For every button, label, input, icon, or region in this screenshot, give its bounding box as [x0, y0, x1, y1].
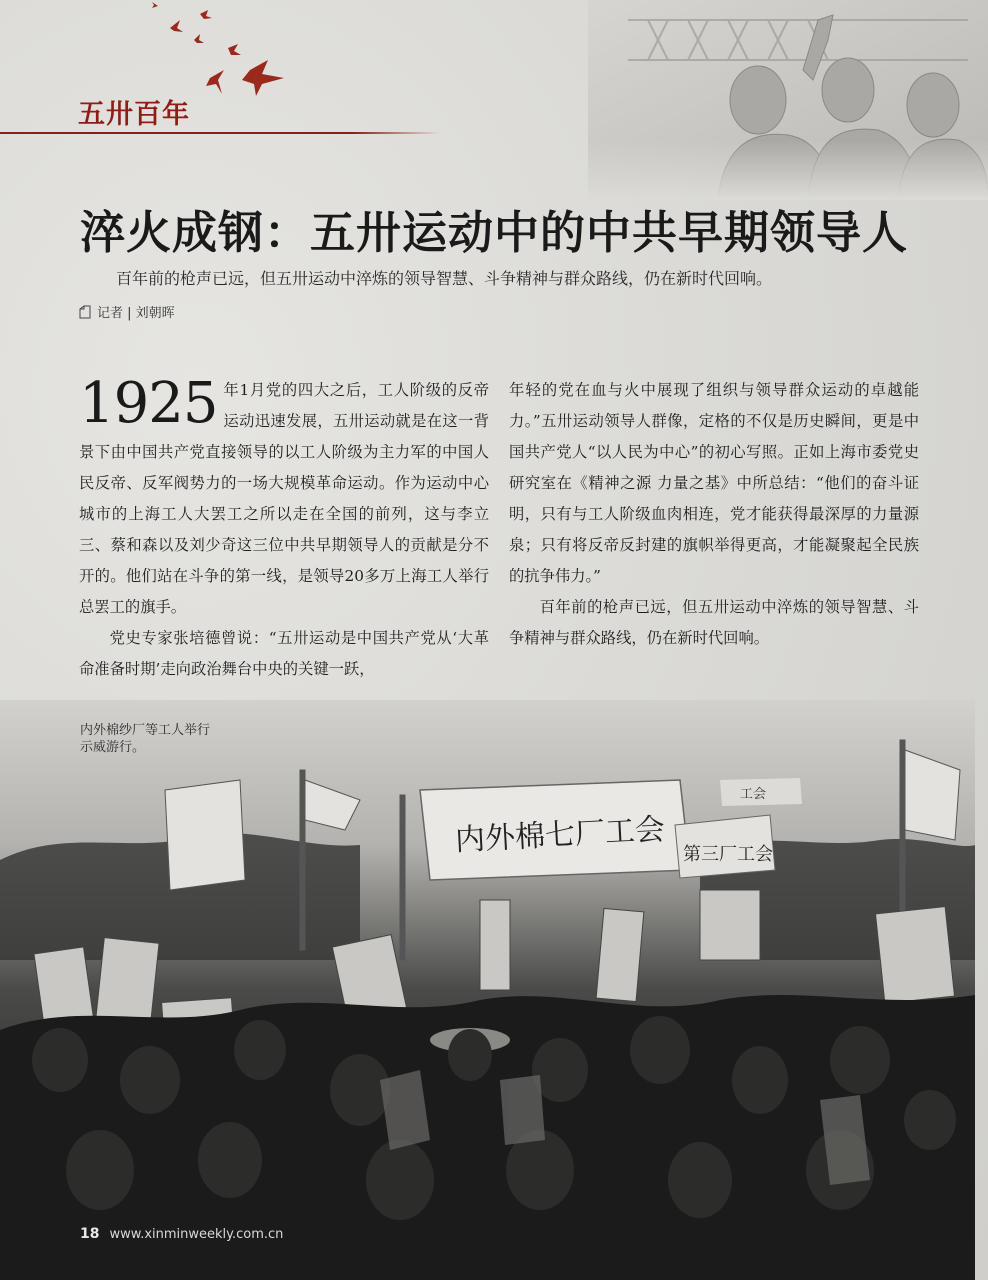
byline: [79, 302, 175, 321]
reporter-pen-icon: [79, 305, 91, 319]
byline-text: 记者 | 刘朝晖: [97, 306, 175, 321]
flying-birds-icon: [140, 0, 300, 105]
website-url: www.xinminweekly.com.cn: [109, 1227, 284, 1242]
dropcap-year: 1925: [79, 371, 218, 436]
banner-main-text: 内外棉七厂工会: [454, 812, 666, 859]
page-footer: [80, 1226, 283, 1242]
article-column-left: [79, 371, 489, 685]
article-paragraph: 年轻的党在血与火中展现了组织与领导群众运动的卓越能力。”五卅运动领导人群像，定格的不仅是历史瞬间，更是中国共产党人“以人民为中心”的初心写照。正如上海市委党史研究室在《精神之源 力量之基》中所总结：“他们的奋斗证明，只有与工人阶级血肉相连，党才能获得最深厚的力量源泉；只有将反帝反封建的旗帜举得更高，才能凝聚起全民族的抗争伟力。”: [509, 381, 919, 585]
column-tag: 五卅百年: [78, 99, 190, 130]
banner-side-text: 第三厂工会: [683, 844, 773, 865]
article-paragraph: [79, 371, 489, 623]
article-column-right: [509, 375, 919, 654]
relief-sculpture-image: [588, 0, 988, 200]
article-subhead: 百年前的枪声已远，但五卅运动中淬炼的领导智慧、斗争精神与群众路线，仍在新时代回响。: [116, 269, 773, 288]
article-paragraph: 党史专家张培德曾说：“五卅运动是中国共产党从‘大革命准备时期’走向政治舞台中央的关键一跃，: [79, 629, 489, 678]
page-number: 18: [80, 1226, 100, 1242]
banner-top-text: 工会: [740, 787, 767, 802]
header-rule: [0, 132, 440, 134]
photo-caption: 内外棉纱厂等工人举行示威游行。: [80, 723, 211, 755]
protest-photo: [0, 700, 975, 1280]
article-headline: 淬火成钢：五卅运动中的中共早期领导人: [80, 206, 909, 259]
paragraph-text: 年1月党的四大之后，工人阶级的反帝运动迅速发展，五卅运动就是在这一背景下由中国共产党直接领导的以工人阶级为主力军的中国人民反帝、反军阀势力的一场大规模革命运动。作为运动中心城市的上海工人大罢工之所以走在全国的前列，这与李立三、蔡和森以及刘少奇这三位中共早期领导人的贡献是分不开的。他们站在斗争的第一线，是领导20多万上海工人举行总罢工的旗手。: [79, 381, 489, 616]
article-paragraph: 百年前的枪声已远，但五卅运动中淬炼的领导智慧、斗争精神与群众路线，仍在新时代回响。: [509, 598, 919, 647]
